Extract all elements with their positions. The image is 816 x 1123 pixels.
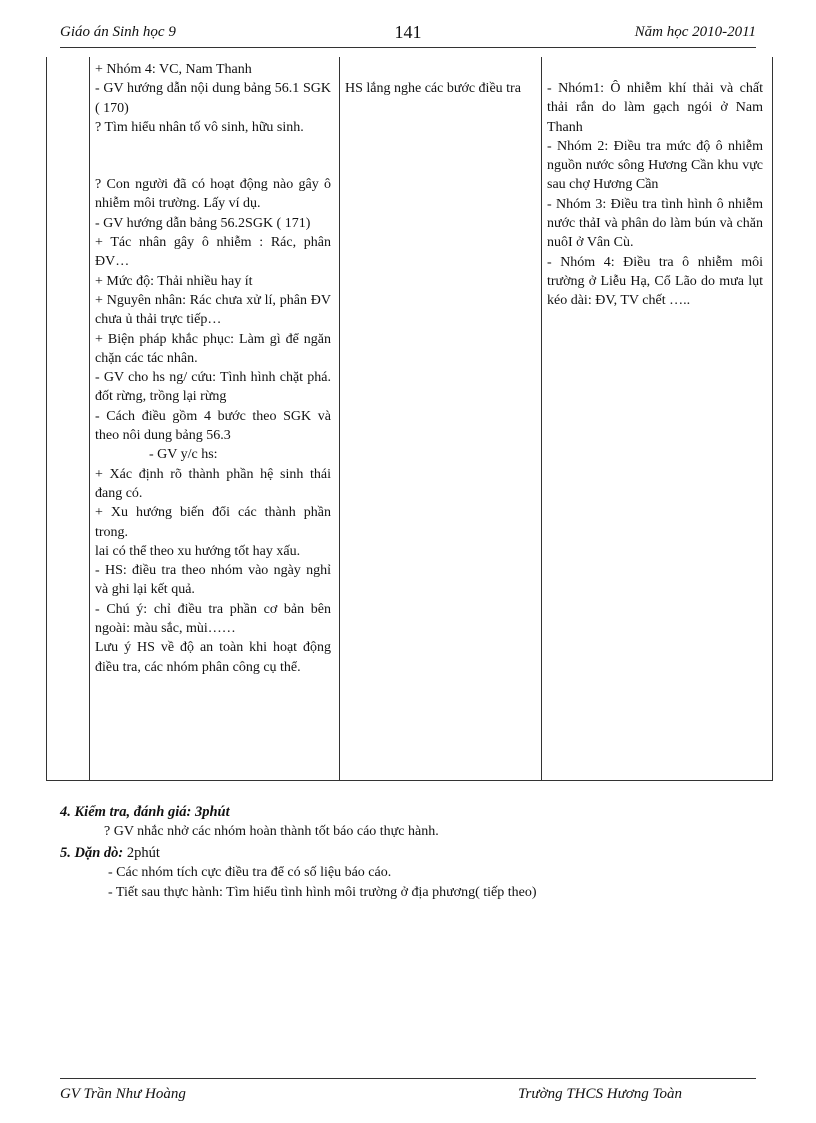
table-line: - Nhóm 2: Điều tra mức độ ô nhiễm nguồn nước sông Hương Cần khu vực sau chợ Hương Cần: [547, 138, 763, 193]
teacher-activity-cell: [95, 60, 331, 677]
content-cell: [547, 79, 763, 311]
list-item: - Tiết sau thực hành: Tìm hiểu tình hình môi trường ở địa phương( tiếp theo): [108, 885, 537, 900]
column-divider: [89, 57, 90, 780]
header-rule: [60, 47, 756, 48]
table-line: - HS: điều tra theo nhóm vào ngày nghỉ và ghi lại kết quả.: [95, 563, 331, 598]
table-line: HS lắng nghe các bước điều tra: [345, 81, 521, 96]
section-assessment: [60, 802, 756, 842]
table-line: ? Con người đã có hoạt động nào gây ô nhiễm môi trường. Lấy ví dụ.: [95, 177, 331, 212]
table-line: + Mức độ: Thải nhiều hay ít: [95, 273, 253, 289]
section-text: ? GV nhắc nhở các nhóm hoàn thành tốt báo cáo thực hành.: [104, 824, 439, 839]
table-line: + Nguyên nhân: Rác chưa xử lí, phân ĐV chưa ủ thải trực tiếp…: [95, 292, 331, 328]
student-activity-cell: [345, 79, 533, 98]
table-line: - Nhóm 3: Điều tra tình hình ô nhiễm nước thảI và phân do làm bún và chăn nuôI ở Vân Cù.: [547, 196, 763, 251]
table-line: + Nhóm 4: VC, Nam Thanh: [95, 62, 252, 77]
column-divider: [541, 57, 542, 780]
table-line: - GV hướng dẫn nội dung bảng 56.1 SGK ( 170): [95, 81, 331, 116]
table-line: Lưu ý HS về độ an toàn khi hoạt động điều tra, các nhóm phân công cụ thể.: [95, 640, 331, 675]
footer-school: Trường THCS Hương Toàn: [518, 1086, 682, 1102]
header-subject: Giáo án Sinh học 9: [60, 24, 176, 40]
table-line: + Xác định rõ thành phần hệ sinh thái đang có.: [95, 466, 331, 501]
section-heading: 4. Kiểm tra, đánh giá:: [60, 804, 192, 820]
table-line: lai có thể theo xu hướng tốt hay xấu.: [95, 543, 301, 559]
table-line: - Nhóm 4: Điều tra ô nhiễm môi trường ở Liễu Hạ, Cổ Lão do mưa lụt kéo dài: ĐV, TV chết …..: [547, 254, 763, 309]
page-header: [60, 22, 756, 46]
table-line: - Nhóm1: Ô nhiễm khí thải và chất thải rắn do làm gạch ngói ở Nam Thanh: [547, 81, 763, 135]
list-item: - Các nhóm tích cực điều tra để có số liệu báo cáo.: [108, 865, 392, 880]
table-line: - GV hướng dẫn bảng 56.2SGK ( 171): [95, 215, 311, 231]
page-number: 141: [394, 22, 422, 42]
section-time: 2phút: [126, 845, 160, 861]
section-heading: 5. Dặn dò:: [60, 845, 124, 861]
table-line: - Chú ý: chỉ điều tra phần cơ bản bên ngoài: màu sắc, mùi……: [95, 601, 331, 637]
footer-rule: [60, 1078, 756, 1079]
table-line: + Tác nhân gây ô nhiễm : Rác, phân ĐV…: [95, 235, 331, 270]
table-line: + Xu hướng biến đổi các thành phần trong.: [95, 505, 331, 540]
blank-gap: [95, 137, 331, 175]
table-line: - GV cho hs ng/ cứu: Tình hình chặt phá. đốt rừng, trồng lại rừng: [95, 370, 331, 405]
table-line: + Biện pháp khắc phục: Làm gì để ngăn chặn các tác nhân.: [95, 331, 331, 366]
table-line: ? Tìm hiểu nhân tố vô sinh, hữu sinh.: [95, 119, 304, 135]
lesson-table: [46, 57, 773, 781]
footer-teacher: GV Trần Như Hoàng: [60, 1086, 186, 1102]
column-divider: [339, 57, 340, 780]
table-line: - Cách điều gồm 4 bước theo SGK và theo nôi dung bảng 56.3: [95, 408, 331, 444]
header-school-year: Năm học 2010-2011: [634, 24, 756, 40]
section-time: 3phút: [194, 804, 230, 820]
section-homework: [60, 843, 756, 903]
table-line: - GV y/c hs:: [149, 447, 218, 463]
